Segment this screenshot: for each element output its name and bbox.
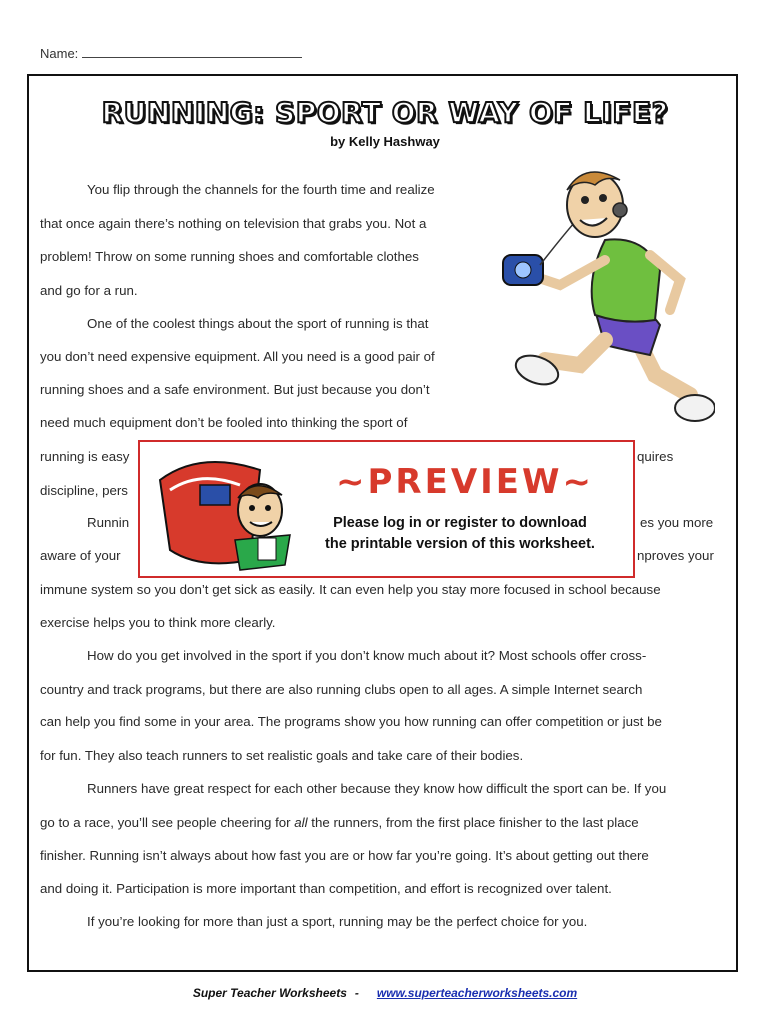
text-line: How do you get involved in the sport if you don’t know much about it? Most schools offer cross- [87,648,647,663]
text-line: running is easy [40,449,130,464]
superhero-mascot-icon [140,440,310,580]
footer-url-link[interactable]: www.superteacherworksheets.com [376,986,578,1000]
page-title: RUNNING: SPORT OR WAY OF LIFE? [101,96,669,129]
text-line: for fun. They also teach runners to set realistic goals and take care of their bodies. [40,748,524,763]
preview-message: Please log in or register to download the printable version of this worksheet. [325,515,595,552]
text-line: One of the coolest things about the sport of running is that [87,316,429,331]
text-line: es you more [640,515,714,530]
emphasis-all: all [294,815,308,830]
text-line: nproves your [637,548,714,563]
preview-heading: ~PREVIEW~ [336,462,594,502]
text-line: finisher. Running isn’t always about how fast you are or how far you’re going. It’s about getting out there [40,848,649,863]
name-label: Name: [40,46,79,61]
text-line: If you’re looking for more than just a sport, running may be the perfect choice for you. [87,914,588,929]
text-line: you don’t need expensive equipment. All you need is a good pair of [40,349,435,364]
footer-brand: Super Teacher Worksheets [192,986,347,1000]
name-blank-line [82,45,302,58]
footer-separator: - [354,986,359,1000]
text-line: problem! Throw on some running shoes and comfortable clothes [40,249,419,264]
text-line: and go for a run. [40,283,138,298]
text-line: immune system so you don’t get sick as easily. It can even help you stay more focused in school because [40,582,661,597]
text-line: discipline, pers [40,483,128,498]
text-line: Runners have great respect for each other because they know how difficult the sport can be. If you [87,781,667,796]
name-field-label [40,45,302,61]
text-line: country and track programs, but there are also running clubs open to all ages. A simple Internet search [40,682,643,697]
text-line: running shoes and a safe environment. But just because you don’t [40,382,430,397]
text-line: exercise helps you to think more clearly. [40,615,276,630]
text-line: quires [637,449,674,464]
text-line: go to a race, you’ll see people cheering for all the runners, from the first place finisher to the last place [40,815,639,830]
footer [0,986,770,1000]
text-line: need much equipment don’t be fooled into thinking the sport of [40,415,408,430]
author-byline: by Kelly Hashway [330,134,440,149]
text-line: You flip through the channels for the fourth time and realize [87,182,435,197]
text-line: and doing it. Participation is more important than competition, and effort is recognized over talent. [40,881,612,896]
runner-illustration-icon [485,160,715,430]
text-line: that once again there’s nothing on television that grabs you. Not a [40,216,427,231]
text-line: aware of your [40,548,121,563]
text-line: Runnin [87,515,130,530]
text-line: can help you find some in your area. The programs show you how running can offer competition or just be [40,714,662,729]
